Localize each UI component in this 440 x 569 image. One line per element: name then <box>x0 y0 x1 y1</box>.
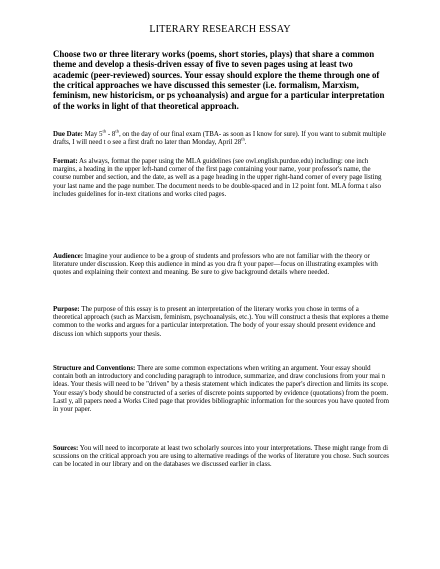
structure-body: There are some common expectations when writing an argument. Your essay should contain both an introductory and concluding paragraph to introduce, summarize, and draw conclusions from your mai n ideas. Your thesis will need to be "driven" by a thesis statement which indicates the paper's direction and limits its scope. Your essay's body should be constructed of a series of discrete points supported by evidence (quotations) from the poem. Lastl y, all papers need a Works Cited page that provides bibliographic information for the sources you have quoted from in your paper. <box>53 364 390 414</box>
section-due-date <box>53 130 389 146</box>
section-audience <box>53 252 389 277</box>
section-structure <box>53 364 389 413</box>
due-date-heading: Due Date: <box>53 130 83 138</box>
section-format <box>53 157 389 198</box>
due-date-text-post: , on the day of our final exam (TBA- as soon as I know for sure). If you want to submit multiple drafts, I will need t o see a first draft no later than Monday, April 28 <box>53 130 386 147</box>
sources-body: You will need to incorporate at least two scholarly sources into your interpretations. These might range from di scussions on the critical approach you are using to alternative readings of the works of literature you chose. Such sources can be located in our library and on the databases we discussed earlier in class. <box>53 444 389 469</box>
audience-body: Imagine your audience to be a group of students and professors who are not familiar with the theory or literature under discussion. Keep this audience in mind as you dra ft your paper—focus on illustrating examples with quotes and explaining their context and meaning. Be sure to give background details where needed. <box>53 252 378 277</box>
sources-heading: Sources: <box>53 444 79 452</box>
page-title: LITERARY RESEARCH ESSAY <box>149 24 291 35</box>
structure-heading: Structure and Conventions: <box>53 364 136 372</box>
due-date-text-end: . <box>244 138 247 147</box>
due-date-text-mid: - 8 <box>106 130 116 138</box>
purpose-body: The purpose of this essay is to present an interpretation of the literary works you chose in terms of a theoretical approach (such as Marxism, feminism, psychoanalysis, etc.). You will construct a thesis that explores a theme common to the works and argues for a particular interpretation. The body of your essay should present evidence and discuss ion which supports your thesis. <box>53 305 389 338</box>
format-heading: Format: <box>53 157 78 165</box>
due-date-sup-2: th <box>115 128 119 134</box>
assignment-intro: Choose two or three literary works (poems, short stories, plays) that share a common theme and develop a thesis-driven essay of five to seven pages using at least two academic (peer-reviewed) sources. Your essay should explore the theme through one of the critical approaches we have discussed this semester (i.e. formalism, Marxism, feminism, new historicism, or ps ychoanalysis) and argue for a particular interpretation of the works in light of that theoretical approach. <box>53 49 385 111</box>
audience-heading: Audience: <box>53 252 84 260</box>
format-body: As always, format the paper using the MLA guidelines (see owl.english.purdue.edu) including: one inch margins, a heading in the upper left-hand corner of the first page containing your name, your professor's name, the course number and section, and the date, as well as a page heading in the upper right-hand corner of every page listing your last name and the page number. The document needs to be double-spaced and in 12 point font. MLA forma t also includes guidelines for in-text citations and works cited pages. <box>53 157 382 198</box>
purpose-heading: Purpose: <box>53 305 80 313</box>
due-date-sup-1: th <box>102 128 107 134</box>
section-purpose <box>53 305 389 338</box>
due-date-sup-3: th <box>241 136 245 142</box>
due-date-text-pre: May 5 <box>84 130 103 138</box>
section-sources <box>53 444 389 469</box>
